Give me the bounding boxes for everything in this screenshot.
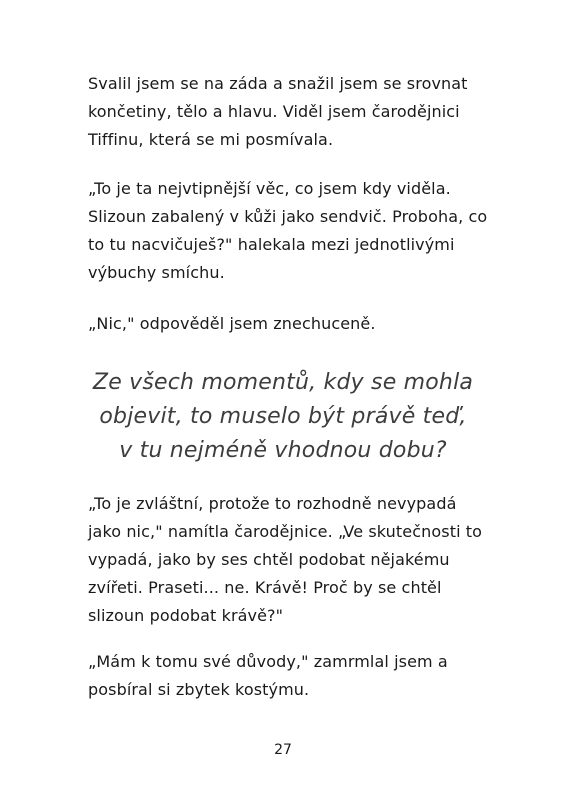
pull-quote <box>60 366 506 468</box>
paragraph-1: Svalil jsem se na záda a snažil jsem se srovnat končetiny, tělo a hlavu. Viděl jsem čarodějnici Tiffinu, která se mi posmívala. <box>88 74 468 149</box>
paragraph-4: „To je zvláštní, protože to rozhodně nevypadá jako nic," namítla čarodějnice. „Ve skutečnosti to vypadá, jako by ses chtěl podobat nějakému zvířeti. Praseti... ne. Krávě! Proč by se chtěl slizoun podobat krávě?" <box>88 494 483 625</box>
pull-quote-line-2: objevit, to muselo být právě teď, <box>99 404 467 429</box>
pull-quote-line-1: Ze všech momentů, kdy se mohla <box>92 370 474 395</box>
paragraph-3: „Nic," odpověděl jsem znechuceně. <box>88 314 376 333</box>
page-number: 27 <box>274 742 292 758</box>
pull-quote-line-3: v tu nejméně vhodnou dobu? <box>119 438 447 463</box>
paragraph-5: „Mám k tomu své důvody," zamrmlal jsem a posbíral si zbytek kostýmu. <box>88 652 448 699</box>
paragraph-2: „To je ta nejvtipnější věc, co jsem kdy viděla. Slizoun zabalený v kůži jako sendvič. Proboha, co to tu nacvičuješ?" halekala mezi jednotlivými výbuchy smíchu. <box>88 179 488 282</box>
